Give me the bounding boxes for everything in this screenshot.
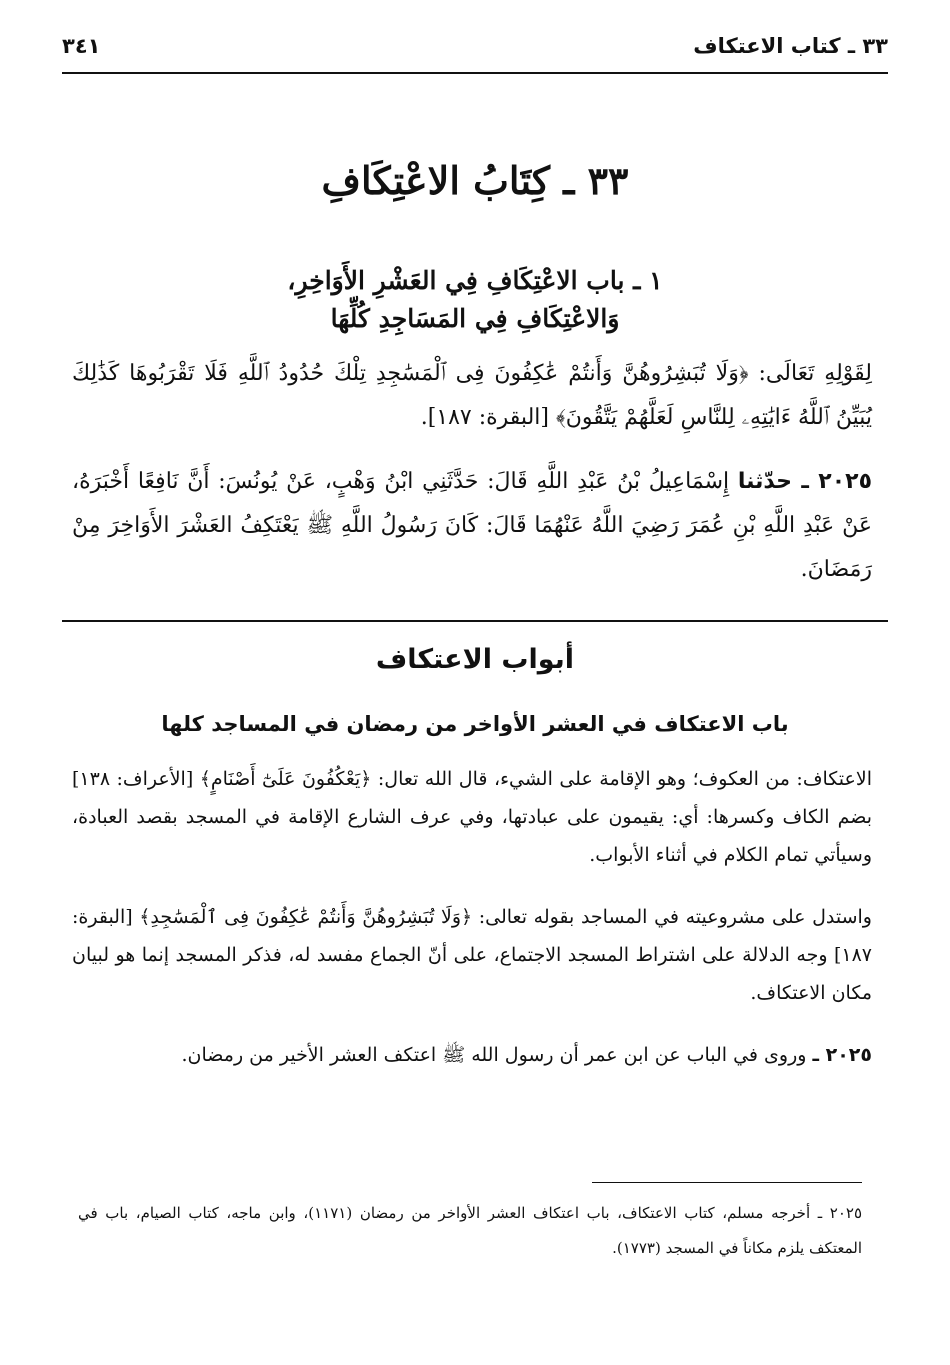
commentary-paragraph-3 [72, 1036, 872, 1074]
bab-title-line1: ١ ـ باب الاعْتِكَافِ فِي العَشْرِ الأَوَاخِرِ، [287, 266, 663, 295]
footnote: ٢٠٢٥ ـ أخرجه مسلم، كتاب الاعتكاف، باب اعتكاف العشر الأواخر من رمضان (١١٧١)، وابن ماجه، كتاب الصيام، باب في المعتكف يلزم مكاناً في المسجد (١٧٧٣). [78, 1204, 863, 1257]
commentary-hadith-number: ٢٠٢٥ ـ [812, 1044, 872, 1066]
book-title: ٣٣ ـ كِتَابُ الاعْتِكَافِ [321, 158, 629, 203]
running-header [62, 34, 888, 70]
hadith-paragraph [72, 460, 872, 592]
hadith-number: ٢٠٢٥ ـ حدّثنا [737, 469, 873, 494]
commentary-paragraph-2: واستدل على مشروعيته في المساجد بقوله تعالى: ﴿وَلَا تُبَشِرُوهُنَّ وَأَنتُمْ عَٰكِفُونَ فِى ٱلْمَسَٰجِدِ﴾ [البقرة: ١٨٧] وجه الدلالة على اشتراط المسجد الاجتماع، على أنّ الجماع مفسد له، فذكر المسجد إنما هو لبيان مكان الاعتكاف. [72, 906, 872, 1004]
bab-title [62, 262, 888, 338]
section-divider [62, 620, 888, 622]
running-header-chapter: ٣٣ ـ كتاب الاعتكاف [693, 34, 888, 58]
commentary-subtitle: باب الاعتكاف في العشر الأواخر من رمضان في المساجد كلها [161, 712, 789, 736]
commentary-paragraph-3-text: وروى في الباب عن ابن عمر أن رسول الله ﷺ اعتكف العشر الأخير من رمضان. [181, 1044, 807, 1066]
page-number: ٣٤١ [62, 34, 101, 58]
bab-title-line2: وَالاعْتِكَافِ فِي المَسَاجِدِ كُلِّهَا [330, 304, 620, 333]
footnote-rule [592, 1182, 862, 1183]
header-rule [62, 72, 888, 74]
quran-verse-paragraph: لِقَوْلِهِ تَعَالَى: ﴿وَلَا تُبَشِرُوهُنَّ وَأَنتُمْ عَٰكِفُونَ فِى ٱلْمَسَٰجِدِ تِلْكَ حُدُودُ ٱللَّهِ فَلَا تَقْرَبُوهَا كَذَٰلِكَ يُبَيِّنُ ٱللَّهُ ءَايَٰتِهِۦ لِلنَّاسِ لَعَلَّهُمْ يَتَّقُونَ﴾ [البقرة: ١٨٧]. [72, 361, 872, 430]
commentary-paragraph-1: الاعتكاف: من العكوف؛ وهو الإقامة على الشيء، قال الله تعال: ﴿يَعْكُفُونَ عَلَىٰٓ أَصْنَامٍ﴾ [الأعراف: ١٣٨] بضم الكاف وكسرها: أي: يقيمون على عبادتها، وفي عرف الشارع الإقامة في المسجد بقصد العبادة، وسيأتي تمام الكلام في أثناء الأبواب. [72, 768, 872, 866]
hadith-text: إِسْمَاعِيلُ بْنُ عَبْدِ اللَّهِ قَالَ: حَدَّثَنِي ابْنُ وَهْبٍ، عَنْ يُونُسَ: أَنَّ نَافِعًا أَخْبَرَهُ، عَنْ عَبْدِ اللَّهِ بْنِ عُمَرَ رَضِيَ اللَّهُ عَنْهُمَا قَالَ: كَانَ رَسُولُ اللَّهِ ﷺ يَعْتَكِفُ العَشْرَ الأَوَاخِرَ مِنْ رَمَضَانَ. [72, 469, 872, 582]
commentary-title: أبواب الاعتكاف [375, 644, 575, 675]
